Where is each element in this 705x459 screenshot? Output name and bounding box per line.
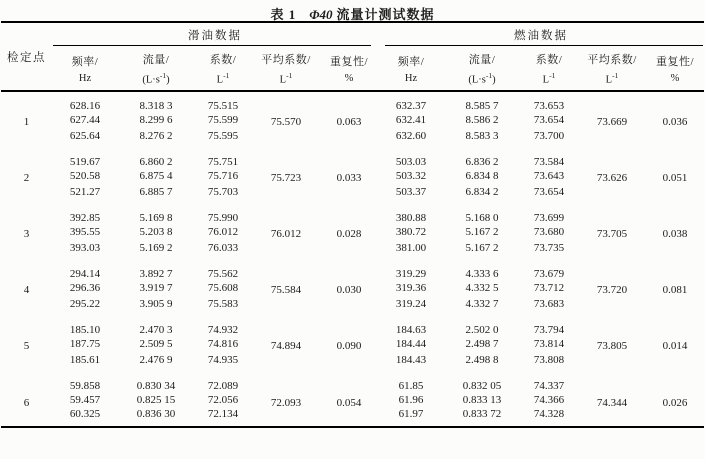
cell-fuel-flow: 5.167 2 <box>465 226 499 238</box>
point-group-1 <box>1 91 704 144</box>
table-row <box>1 256 704 280</box>
cell-fuel-coefficient: 73.679 <box>533 268 565 280</box>
cell-fuel-avg-coefficient: 73.720 <box>596 284 628 296</box>
cell-fuel-frequency: 503.37 <box>395 186 427 198</box>
table-row <box>1 200 704 224</box>
cell-lube-frequency: 185.61 <box>69 354 101 366</box>
cell-fuel-avg-coefficient: 73.669 <box>596 116 628 128</box>
cell-lube-coefficient: 74.935 <box>207 354 239 366</box>
cell-lube-coefficient: 75.703 <box>207 186 239 198</box>
col-header-name: 流量/ <box>142 53 170 66</box>
cell-lube-frequency: 59.858 <box>69 380 101 392</box>
cell-lube-frequency: 519.67 <box>69 156 101 168</box>
cell-lube-coefficient: 75.595 <box>207 130 239 142</box>
point-group-6 <box>1 368 704 427</box>
cell-fuel-flow: 8.586 2 <box>465 114 499 126</box>
cell-lube-coefficient: 75.515 <box>207 100 239 112</box>
table-row <box>1 312 704 336</box>
cell-lube-flow: 3.905 9 <box>139 298 173 310</box>
cell-lube-repeatability: 0.030 <box>336 284 362 296</box>
cell-lube-repeatability: 0.090 <box>336 340 362 352</box>
cell-lube-frequency: 625.64 <box>69 130 101 142</box>
cell-lube-repeatability: 0.028 <box>336 228 362 240</box>
cell-fuel-flow: 5.168 0 <box>465 212 499 224</box>
col-header-fuel-2 <box>520 46 578 91</box>
cell-lube-frequency: 294.14 <box>69 268 101 280</box>
col-header-name: 重复性/ <box>655 55 695 68</box>
table-row <box>1 91 704 112</box>
table-subject: 流量计测试数据 <box>336 7 435 22</box>
cell-lube-coefficient: 75.751 <box>207 156 239 168</box>
cell-lube-coefficient: 75.583 <box>207 298 239 310</box>
cell-fuel-frequency: 632.60 <box>395 130 427 142</box>
col-header-lube-4 <box>320 46 378 91</box>
cell-fuel-flow: 8.583 3 <box>465 130 499 142</box>
cell-lube-frequency: 395.55 <box>69 226 101 238</box>
cell-lube-avg-coefficient: 74.894 <box>270 340 302 352</box>
cell-fuel-avg-coefficient: 74.344 <box>596 397 628 409</box>
cell-fuel-frequency: 632.37 <box>395 100 427 112</box>
col-header-unit: $L^{-1}$ <box>605 70 619 86</box>
table-title <box>0 0 705 21</box>
group-header-fuel: 燃油数据 <box>378 22 704 46</box>
cell-fuel-coefficient: 73.735 <box>533 242 565 254</box>
point-group-2 <box>1 144 704 200</box>
cell-fuel-flow: 6.836 2 <box>465 156 499 168</box>
cell-lube-coefficient: 74.816 <box>207 338 239 350</box>
cell-fuel-flow: 0.833 13 <box>462 394 502 406</box>
cell-lube-flow: 5.169 8 <box>139 212 173 224</box>
cell-lube-flow: 8.299 6 <box>139 114 173 126</box>
cell-fuel-avg-coefficient: 73.805 <box>596 340 628 352</box>
cell-fuel-coefficient: 73.680 <box>533 226 565 238</box>
col-header-unit: Hz <box>78 72 92 84</box>
cell-fuel-coefficient: 73.699 <box>533 212 565 224</box>
cell-lube-frequency: 60.325 <box>69 408 101 420</box>
cell-lube-frequency: 59.457 <box>69 394 101 406</box>
cell-lube-avg-coefficient: 76.012 <box>270 228 302 240</box>
table-row <box>1 368 704 392</box>
cell-fuel-frequency: 184.44 <box>395 338 427 350</box>
cell-fuel-flow: 6.834 2 <box>465 186 499 198</box>
cell-lube-flow: 8.276 2 <box>139 130 173 142</box>
col-header-name: 频率/ <box>397 55 425 68</box>
cell-fuel-frequency: 184.43 <box>395 354 427 366</box>
col-header-name: 系数/ <box>535 53 563 66</box>
cell-lube-flow: 3.892 7 <box>139 268 173 280</box>
col-header-lube-3 <box>252 46 320 91</box>
cell-lube-flow: 0.830 34 <box>136 380 176 392</box>
cell-lube-frequency: 627.44 <box>69 114 101 126</box>
cell-lube-coefficient: 75.562 <box>207 268 239 280</box>
cell-fuel-flow: 5.167 2 <box>465 242 499 254</box>
cell-lube-avg-coefficient: 75.570 <box>270 116 302 128</box>
cell-fuel-flow: 6.834 8 <box>465 170 499 182</box>
cell-fuel-coefficient: 73.653 <box>533 100 565 112</box>
cell-fuel-frequency: 503.32 <box>395 170 427 182</box>
cell-lube-coefficient: 75.599 <box>207 114 239 126</box>
cell-lube-flow: 2.470 3 <box>139 324 173 336</box>
cell-lube-flow: 2.509 5 <box>139 338 173 350</box>
cell-lube-avg-coefficient: 75.723 <box>270 172 302 184</box>
cell-fuel-flow: 0.832 05 <box>462 380 502 392</box>
cell-lube-flow: 0.836 30 <box>136 408 176 420</box>
cell-fuel-coefficient: 73.712 <box>533 282 565 294</box>
cell-fuel-flow: 4.332 5 <box>465 282 499 294</box>
col-header-name: 平均系数/ <box>261 53 311 66</box>
cell-fuel-frequency: 380.88 <box>395 212 427 224</box>
cell-lube-repeatability: 0.063 <box>336 116 362 128</box>
cell-lube-coefficient: 72.089 <box>207 380 239 392</box>
col-header-lube-1 <box>118 46 194 91</box>
cell-fuel-coefficient: 73.643 <box>533 170 565 182</box>
cell-lube-flow: 6.875 4 <box>139 170 173 182</box>
cell-fuel-frequency: 381.00 <box>395 242 427 254</box>
cell-fuel-frequency: 319.29 <box>395 268 427 280</box>
cell-fuel-coefficient: 73.794 <box>533 324 565 336</box>
cell-lube-flow: 6.885 7 <box>139 186 173 198</box>
cell-lube-frequency: 295.22 <box>69 298 101 310</box>
cell-lube-repeatability: 0.054 <box>336 397 362 409</box>
cell-fuel-frequency: 61.96 <box>398 394 424 406</box>
cell-fuel-frequency: 61.85 <box>398 380 424 392</box>
cell-point: 2 <box>23 172 30 184</box>
cell-fuel-frequency: 319.24 <box>395 298 427 310</box>
cell-point: 1 <box>23 116 30 128</box>
point-group-5 <box>1 312 704 368</box>
cell-fuel-coefficient: 74.328 <box>533 408 565 420</box>
cell-fuel-coefficient: 73.584 <box>533 156 565 168</box>
cell-fuel-coefficient: 73.814 <box>533 338 565 350</box>
cell-lube-frequency: 296.36 <box>69 282 101 294</box>
col-header-unit: % <box>344 72 354 84</box>
cell-fuel-frequency: 632.41 <box>395 114 427 126</box>
col-header-lube-2 <box>194 46 252 91</box>
col-header-name: 流量/ <box>468 53 496 66</box>
cell-fuel-flow: 8.585 7 <box>465 100 499 112</box>
cell-lube-flow: 8.318 3 <box>139 100 173 112</box>
cell-fuel-frequency: 61.97 <box>398 408 424 420</box>
cell-fuel-avg-coefficient: 73.705 <box>596 228 628 240</box>
col-header-lube-0 <box>52 46 118 91</box>
cell-fuel-coefficient: 73.808 <box>533 354 565 366</box>
cell-lube-coefficient: 76.012 <box>207 226 239 238</box>
group-header-lube: 滑油数据 <box>52 22 378 46</box>
cell-lube-coefficient: 72.134 <box>207 408 239 420</box>
col-header-unit: $(L\cdot s^{-1})$ <box>468 70 496 86</box>
cell-fuel-frequency: 503.03 <box>395 156 427 168</box>
cell-lube-flow: 2.476 9 <box>139 354 173 366</box>
cell-lube-coefficient: 75.716 <box>207 170 239 182</box>
cell-fuel-repeatability: 0.026 <box>662 397 688 409</box>
group-header-row <box>1 22 704 46</box>
cell-lube-frequency: 392.85 <box>69 212 101 224</box>
cell-lube-frequency: 628.16 <box>69 100 101 112</box>
cell-lube-flow: 3.919 7 <box>139 282 173 294</box>
cell-lube-coefficient: 75.608 <box>207 282 239 294</box>
cell-fuel-coefficient: 74.337 <box>533 380 565 392</box>
col-header-unit: $L^{-1}$ <box>279 70 293 86</box>
cell-lube-frequency: 393.03 <box>69 242 101 254</box>
cell-fuel-flow: 4.333 6 <box>465 268 499 280</box>
cell-lube-flow: 5.169 2 <box>139 242 173 254</box>
cell-lube-avg-coefficient: 75.584 <box>270 284 302 296</box>
col-header-unit: $(L\cdot s^{-1})$ <box>142 70 170 86</box>
col-header-name: 频率/ <box>71 55 99 68</box>
cell-fuel-avg-coefficient: 73.626 <box>596 172 628 184</box>
cell-fuel-flow: 4.332 7 <box>465 298 499 310</box>
point-group-3 <box>1 200 704 256</box>
cell-lube-frequency: 185.10 <box>69 324 101 336</box>
cell-lube-frequency: 520.58 <box>69 170 101 182</box>
col-header-fuel-0 <box>378 46 444 91</box>
cell-point: 5 <box>23 340 30 352</box>
cell-fuel-repeatability: 0.014 <box>662 340 688 352</box>
col-header-fuel-1 <box>444 46 520 91</box>
col-header-name: 平均系数/ <box>587 53 637 66</box>
cell-fuel-flow: 2.502 0 <box>465 324 499 336</box>
cell-lube-flow: 5.203 8 <box>139 226 173 238</box>
flow-meter-test-table <box>1 21 704 428</box>
cell-fuel-frequency: 184.63 <box>395 324 427 336</box>
table-row <box>1 144 704 168</box>
cell-fuel-coefficient: 73.654 <box>533 114 565 126</box>
cell-fuel-repeatability: 0.036 <box>662 116 688 128</box>
cell-fuel-frequency: 380.72 <box>395 226 427 238</box>
cell-fuel-coefficient: 73.683 <box>533 298 565 310</box>
cell-lube-coefficient: 74.932 <box>207 324 239 336</box>
cell-fuel-flow: 2.498 8 <box>465 354 499 366</box>
cell-fuel-coefficient: 73.700 <box>533 130 565 142</box>
cell-point: 3 <box>23 228 30 240</box>
cell-lube-frequency: 187.75 <box>69 338 101 350</box>
col-header-name: 系数/ <box>209 53 237 66</box>
cell-fuel-repeatability: 0.038 <box>662 228 688 240</box>
col-header-unit: $L^{-1}$ <box>216 70 230 86</box>
cell-lube-coefficient: 76.033 <box>207 242 239 254</box>
cell-fuel-repeatability: 0.081 <box>662 284 688 296</box>
cell-fuel-repeatability: 0.051 <box>662 172 688 184</box>
cell-lube-coefficient: 72.056 <box>207 394 239 406</box>
cell-lube-frequency: 521.27 <box>69 186 101 198</box>
cell-lube-coefficient: 75.990 <box>207 212 239 224</box>
col-header-fuel-3 <box>578 46 646 91</box>
point-group-4 <box>1 256 704 312</box>
cell-lube-repeatability: 0.033 <box>336 172 362 184</box>
cell-lube-flow: 6.860 2 <box>139 156 173 168</box>
cell-fuel-flow: 2.498 7 <box>465 338 499 350</box>
cell-fuel-frequency: 319.36 <box>395 282 427 294</box>
cell-fuel-coefficient: 74.366 <box>533 394 565 406</box>
corner-header: 检定点 <box>1 22 52 91</box>
diameter-symbol: Φ40 <box>309 7 333 22</box>
column-header-row <box>1 46 704 91</box>
cell-lube-flow: 0.825 15 <box>136 394 176 406</box>
col-header-name: 重复性/ <box>329 55 369 68</box>
col-header-unit: Hz <box>404 72 418 84</box>
col-header-unit: $L^{-1}$ <box>542 70 556 86</box>
col-header-unit: % <box>670 72 680 84</box>
col-header-fuel-4 <box>646 46 704 91</box>
cell-point: 6 <box>23 397 30 409</box>
cell-fuel-flow: 0.833 72 <box>462 408 502 420</box>
cell-point: 4 <box>23 284 30 296</box>
table-number: 表 1 <box>270 7 297 22</box>
cell-lube-avg-coefficient: 72.093 <box>270 397 302 409</box>
cell-fuel-coefficient: 73.654 <box>533 186 565 198</box>
